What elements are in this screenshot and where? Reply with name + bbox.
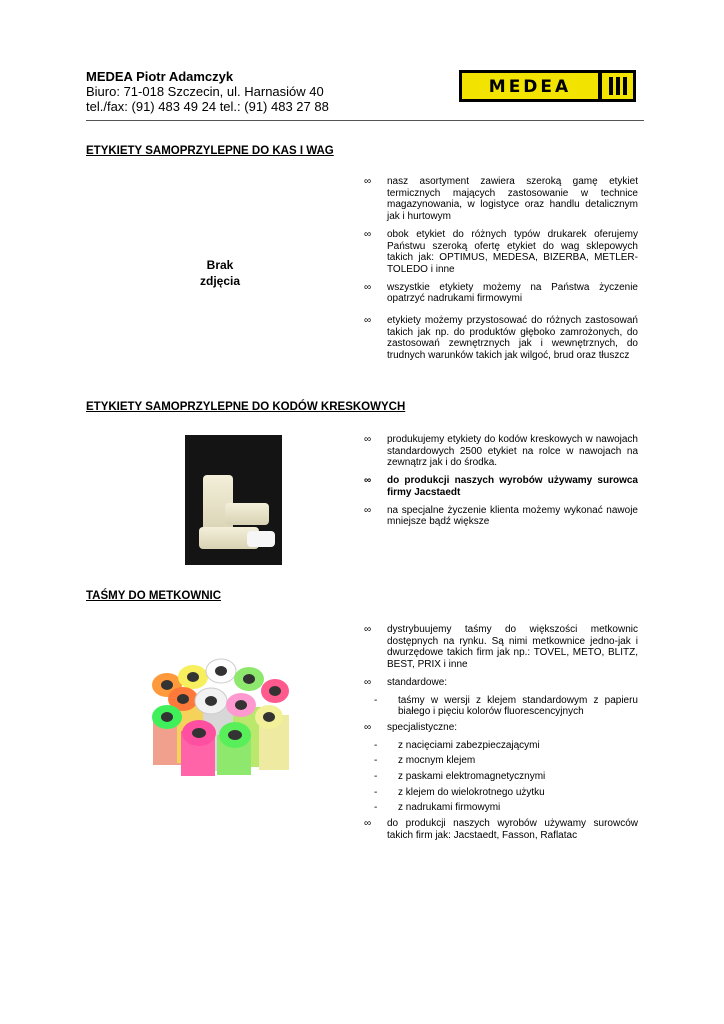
dash-icon: - <box>374 694 378 706</box>
price-gun-tape-rolls-photo <box>147 655 295 780</box>
bullet-icon: ∞ <box>364 676 372 688</box>
list-kody-kreskowe <box>364 434 638 534</box>
logo-text: MEDEA <box>488 77 572 97</box>
section-title-kas-wag: ETYKIETY SAMOPRZYLEPNE DO KAS I WAG <box>86 145 334 157</box>
company-phone: tel./fax: (91) 483 49 24 tel.: (91) 483 27 88 <box>86 99 329 114</box>
list-subitem: - z klejem do wielokrotnego użytku <box>374 786 545 798</box>
list-tasmy <box>364 624 638 848</box>
no-photo-line2: zdjęcia <box>199 274 241 288</box>
list-subitem: - z paskami elektromagnetycznymi <box>374 771 546 783</box>
medea-logo <box>459 70 636 102</box>
bullet-icon: ∞ <box>364 315 372 327</box>
list-item: ∞ wszystkie etykiety możemy na Państwa życzenie opatrzyć nadrukami firmowymi <box>364 281 638 305</box>
bullet-icon: ∞ <box>364 504 372 516</box>
no-photo-line1: Brak <box>206 258 234 272</box>
list-subitem: - taśmy w wersji z klejem standardowym z papieru białego i pięciu kolorów fluorescencyjnych <box>374 694 638 718</box>
no-photo-placeholder <box>185 257 255 289</box>
dash-icon: - <box>374 771 378 783</box>
bullet-icon: ∞ <box>364 434 372 445</box>
bullet-icon: ∞ <box>364 818 372 830</box>
company-address: Biuro: 71-018 Szczecin, ul. Harnasiów 40 <box>86 84 324 99</box>
list-item: ∞ standardowe: <box>364 676 448 688</box>
list-item: ∞ do produkcji naszych wyrobów używamy surowców takich firm jak: Jacstaedt, Fasson, Raflatac <box>364 818 638 841</box>
list-item: ∞ obok etykiet do różnych typów drukarek oferujemy Państwu szeroką ofertę etykiet do wag sklepowych takich jak: OPTIMUS, MEDESA, BIZERBA, METLER-TOLEDO i inne <box>364 228 638 275</box>
section-title-kody-kreskowe: ETYKIETY SAMOPRZYLEPNE DO KODÓW KRESKOWYCH <box>86 401 406 413</box>
list-item: ∞ do produkcji naszych wyrobów używamy surowca firmy Jacstaedt <box>364 475 638 498</box>
section-title-tasmy: TAŚMY DO METKOWNIC <box>86 590 222 602</box>
list-kas-wag <box>364 176 638 368</box>
dash-icon: - <box>374 739 378 751</box>
bullet-icon: ∞ <box>364 475 372 487</box>
dash-icon: - <box>374 786 378 798</box>
list-subitem: - z nacięciami zabezpieczającymi <box>374 739 540 751</box>
bullet-icon: ∞ <box>364 624 372 635</box>
label-rolls-photo <box>185 435 282 565</box>
dash-icon: - <box>374 755 378 767</box>
bullet-icon: ∞ <box>364 281 372 293</box>
list-item: ∞ specjalistyczne: <box>364 721 458 733</box>
bullet-icon: ∞ <box>364 721 372 733</box>
bullet-icon: ∞ <box>364 176 372 187</box>
list-item: ∞ etykiety możemy przystosować do różnych zastosowań takich jak np. do produktów głęboko zamrożonych, do zastosowań zewnętrznych jak i wewnętrznych, do trudnych warunków takich jak wilgoć, brud oraz tłuszcz <box>364 315 638 362</box>
dash-icon: - <box>374 802 378 814</box>
header-divider <box>86 120 644 121</box>
company-info <box>86 69 329 114</box>
list-item: ∞ produkujemy etykiety do kodów kreskowych w nawojach standardowych 2500 etykiet na rolce w nawojach na zewnątrz jak i do środka. <box>364 434 638 469</box>
list-item: ∞ nasz asortyment zawiera szeroką gamę etykiet termicznych mających zastosowanie w technice magazynowania, w logistyce oraz handlu detalicznym jak i hurtowym <box>364 176 638 223</box>
list-subitem: - z nadrukami firmowymi <box>374 802 501 814</box>
list-item: ∞ dystrybuujemy taśmy do większości metkownic dostępnych na rynku. Są nimi metkownice jedno-jak i dwurzędowe takich firm jak np.: TOVEL, METO, BLITZ, BEST, PRIX i inne <box>364 624 638 671</box>
logo-mark-icon <box>602 73 633 99</box>
list-subitem: - z mocnym klejem <box>374 755 476 767</box>
company-name: MEDEA Piotr Adamczyk <box>86 69 234 84</box>
list-item: ∞ na specjalne życzenie klienta możemy wykonać nawoje mniejsze bądź większe <box>364 504 638 528</box>
bullet-icon: ∞ <box>364 228 372 240</box>
